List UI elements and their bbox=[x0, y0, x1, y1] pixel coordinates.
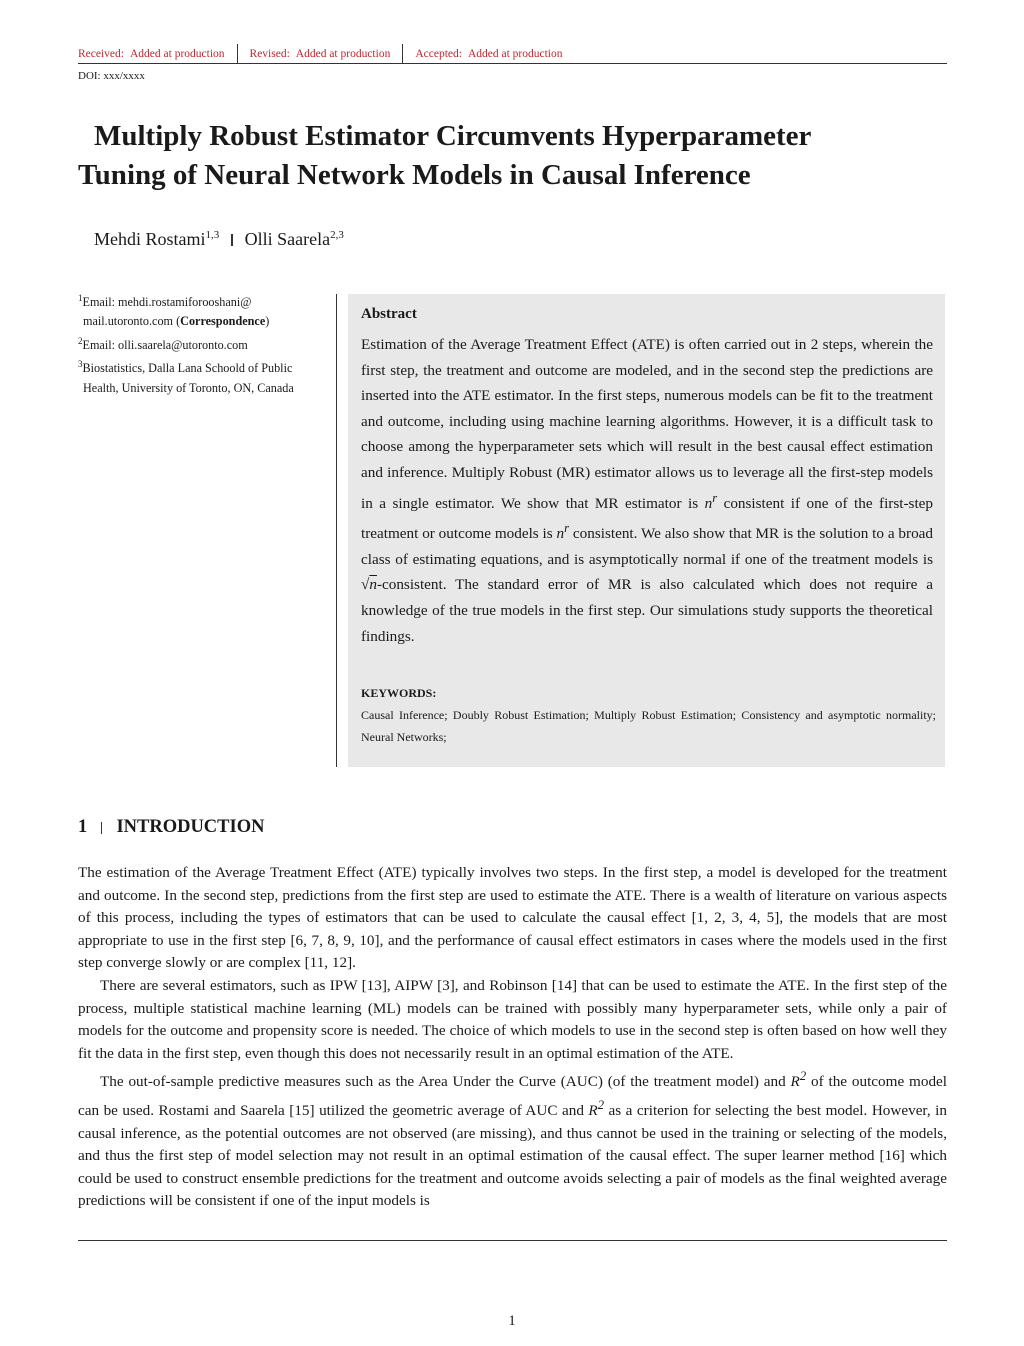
page-number: 1 bbox=[508, 1313, 516, 1329]
received-value: Added at production bbox=[129, 47, 225, 60]
keywords-heading: KEYWORDS: bbox=[361, 686, 437, 700]
paragraph: There are several estimators, such as IPW [13], AIPW [3], and Robinson [14] that can be used to estimate the ATE. In the first step of the process, multiple statistical machine learning (ML) models can be trained with possibly many hyperparameter sets, while only a pair of models for the outcome and propensity score is needed. The choice of which models to use in the second step is often based on how well they fit the data in the first step, even though this does not necessarily result in an optimal estimation of the ATE. bbox=[78, 976, 947, 1062]
affiliation-2 bbox=[78, 332, 328, 355]
title-line-2: Tuning of Neural Network Models in Causal Inference bbox=[78, 159, 751, 191]
abstract-text bbox=[361, 332, 933, 649]
math-sup: r bbox=[712, 490, 718, 505]
math-var: n bbox=[369, 576, 377, 594]
paragraph-part: The out-of-sample predictive measures such as the Area Under the Curve (AUC) (of the treatment model) and bbox=[100, 1073, 791, 1091]
title-line-1: Multiply Robust Estimator Circumvents Hyperparameter bbox=[94, 120, 812, 152]
affil-email-1-cont: mail.utoronto.com ( bbox=[83, 314, 181, 329]
author bbox=[94, 229, 219, 250]
affil-email-2: Email: olli.saarela@utoronto.com bbox=[82, 337, 248, 352]
accepted-date bbox=[403, 48, 574, 60]
paragraph bbox=[78, 1065, 947, 1213]
affiliation-1 bbox=[78, 289, 328, 312]
abstract-part: consistent. We also show that MR is the solution to a broad class of estimating equations, and is asymptotically normal if one of the treatment models is bbox=[361, 525, 933, 568]
math-r-squared bbox=[588, 1098, 605, 1120]
accepted-label: Accepted: bbox=[415, 47, 462, 60]
revised-date bbox=[238, 48, 403, 60]
affil-institution-cont: Health, University of Toronto, ON, Canada bbox=[83, 380, 294, 395]
affil-num: 3 bbox=[78, 359, 83, 370]
affiliation-3-cont bbox=[78, 379, 328, 398]
math-sup: 2 bbox=[799, 1069, 807, 1084]
doi: DOI: xxx/xxxx bbox=[78, 70, 145, 82]
introduction-body bbox=[78, 862, 947, 1213]
abstract-part: consistent if one of the first-step treatment or outcome models is bbox=[361, 494, 934, 543]
footer-rule bbox=[78, 1240, 947, 1241]
article-history bbox=[78, 44, 575, 63]
received-label: Received: bbox=[78, 47, 124, 60]
abstract-heading: Abstract bbox=[361, 306, 417, 322]
paragraph-part: of the outcome model can be used. Rostami and Saarela [15] utilized the geometric average of AUC and bbox=[78, 1073, 947, 1120]
author-name: Mehdi Rostami bbox=[94, 229, 206, 249]
revised-value: Added at production bbox=[295, 47, 391, 60]
received-date bbox=[78, 48, 237, 60]
keywords-text: Causal Inference; Doubly Robust Estimation; Multiply Robust Estimation; Consistency and asymptotic normality; Neural Networks; bbox=[361, 708, 936, 744]
section-title: INTRODUCTION bbox=[116, 817, 265, 837]
accepted-value: Added at production bbox=[467, 47, 563, 60]
section-divider bbox=[101, 822, 102, 834]
math-sup: 2 bbox=[597, 1098, 605, 1112]
math-var: n bbox=[556, 525, 565, 543]
math-n bbox=[556, 521, 570, 543]
section-heading bbox=[78, 817, 264, 838]
math-r-squared bbox=[790, 1069, 807, 1091]
column-divider bbox=[336, 294, 337, 767]
affil-paren: ) bbox=[265, 314, 270, 329]
math-var: R bbox=[588, 1102, 598, 1120]
sqrt-n bbox=[361, 576, 377, 593]
paragraph-part: as a criterion for selecting the best model. However, in causal inference, as the potential outcomes are not observed (are missing), and thus cannot be used in the training or selecting of the models, and thus the first step of model selection may not result in an optimal estimation of the causal effect. The super learner method [16] which could be used to construct ensemble predictions for the treatment and outcome avoids selecting a pair of models as the final weighted average predictions will be consistent if one of the input models is bbox=[78, 1102, 947, 1210]
author-list bbox=[94, 229, 344, 250]
abstract-box bbox=[348, 294, 945, 767]
math-var: R bbox=[790, 1073, 800, 1091]
abstract-part: -consistent. The standard error of MR is also calculated which does not require a knowledge of the true models in the first step. Our simulations study supports the theoretical findings. bbox=[361, 576, 933, 645]
affiliation-3 bbox=[78, 355, 328, 378]
math-var: n bbox=[704, 494, 713, 512]
author bbox=[245, 229, 344, 250]
section-number: 1 bbox=[78, 817, 88, 837]
affiliations bbox=[78, 289, 328, 398]
affil-num: 1 bbox=[78, 293, 83, 303]
revised-label: Revised: bbox=[249, 47, 290, 60]
paper-title bbox=[78, 117, 938, 195]
math-n bbox=[704, 490, 718, 512]
abstract-part: Estimation of the Average Treatment Effect (ATE) is often carried out in 2 steps, wherein the first step, the treatment and outcome are modeled, and in the second step the predictions are inserted into the ATE estimator. In the first steps, numerous models can be fit to the treatment and outcome, including using machine learning algorithms. However, it is a difficult task to choose among the hyperparameter sets which will result in the best causal effect estimation and inference. Multiply Robust (MR) estimator allows us to leverage all the first-step models in a single estimator. We show that MR estimator is bbox=[361, 336, 933, 512]
paragraph: The estimation of the Average Treatment Effect (ATE) typically involves two steps. In the first step, a model is developed for the treatment and outcome. In the second step, predictions from the first step are used to estimate the ATE. There is a wealth of literature on various aspects of this process, including the types of estimators that can be used to calculate the causal effect [1, 2, 3, 4, 5], the models that are most appropriate to use in the first step [6, 7, 8, 9, 10], and the performance of causal effect estimators in cases where the models used in the first step converge slowly or are complex [11, 12]. bbox=[78, 864, 947, 972]
math-sup: r bbox=[564, 521, 570, 536]
affiliation-1-cont bbox=[78, 312, 328, 331]
author-affil-sup: 1,3 bbox=[205, 229, 220, 241]
sqrt-symbol: √ bbox=[361, 576, 370, 594]
header-rule bbox=[78, 63, 947, 64]
affil-email-1: Email: mehdi.rostamiforooshani@ bbox=[82, 295, 252, 310]
author-affil-sup: 2,3 bbox=[330, 229, 344, 241]
affil-institution: Biostatistics, Dalla Lana Schoold of Public bbox=[82, 361, 293, 376]
correspondence-label: Correspondence bbox=[180, 314, 266, 329]
author-name: Olli Saarela bbox=[244, 229, 331, 249]
affil-num: 2 bbox=[78, 335, 83, 346]
author-divider bbox=[231, 234, 232, 246]
